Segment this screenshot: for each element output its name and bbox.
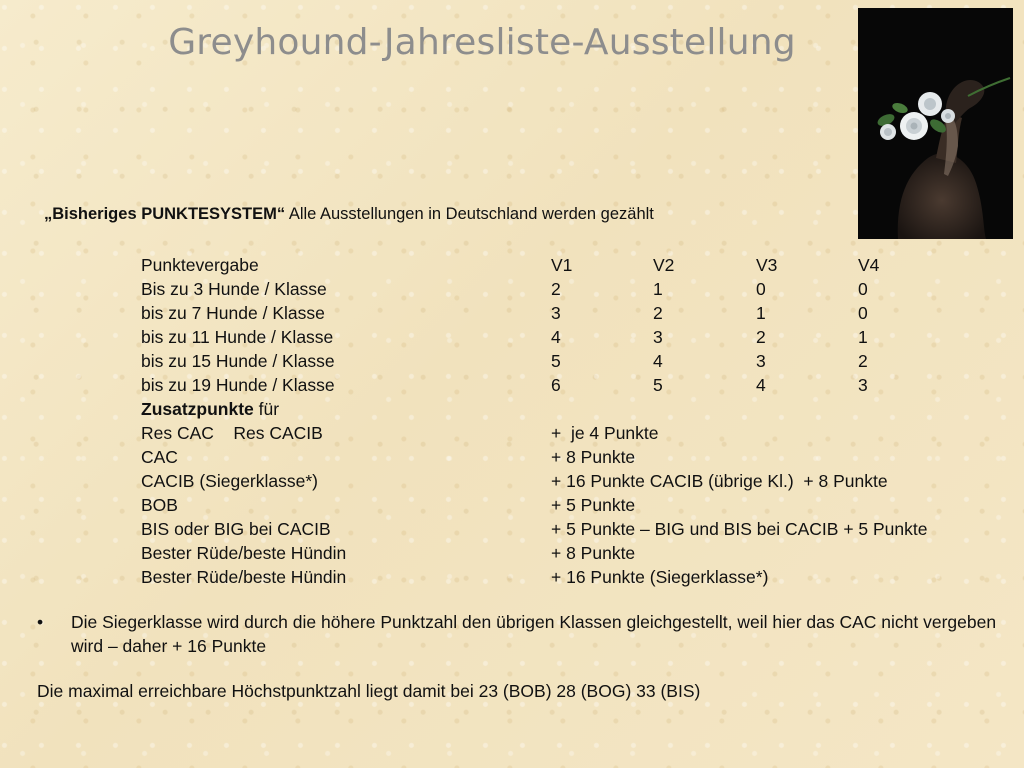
- bonus-label: Bester Rüde/beste Hündin: [141, 567, 347, 587]
- row-v4: 1: [858, 327, 868, 347]
- row-v2: 5: [653, 375, 663, 395]
- row-v3: 2: [756, 327, 766, 347]
- header-v1: V1: [551, 255, 573, 275]
- subtitle-rest: Alle Ausstellungen in Deutschland werden gezählt: [285, 205, 654, 223]
- bonus-desc: + 5 Punkte: [551, 495, 636, 515]
- row-label: Bis zu 3 Hunde / Klasse: [141, 279, 327, 299]
- bonus-heading-text: [141, 397, 279, 421]
- row-v4: 2: [858, 351, 868, 371]
- header-v3: V3: [756, 255, 778, 275]
- row-v2: 4: [653, 351, 663, 371]
- bonus-desc: + je 4 Punkte: [551, 423, 659, 443]
- row-v2: 3: [653, 327, 663, 347]
- header-label: Punktevergabe: [141, 255, 259, 275]
- row-v1: 6: [551, 375, 561, 395]
- bullet-symbol: •: [37, 612, 44, 632]
- row-v4: 0: [858, 279, 868, 299]
- row-v4: 3: [858, 375, 868, 395]
- greyhound-photo: [858, 8, 1013, 239]
- subtitle-bold: „Bisheriges PUNKTESYSTEM“: [44, 205, 286, 223]
- row-label: bis zu 11 Hunde / Klasse: [141, 327, 334, 347]
- row-v3: 4: [756, 375, 766, 395]
- bonus-label: Res CAC Res CACIB: [141, 423, 323, 443]
- row-v1: 4: [551, 327, 561, 347]
- bullet-text: Die Siegerklasse wird durch die höhere Punktzahl den übrigen Klassen gleichgestellt, weil hier das CAC nicht vergeben wird – daher + 16 Punkte: [71, 612, 997, 656]
- row-v1: 5: [551, 351, 561, 371]
- bonus-label: BIS oder BIG bei CACIB: [141, 519, 331, 539]
- bonus-desc: + 8 Punkte: [551, 447, 636, 467]
- bonus-desc: + 8 Punkte: [551, 543, 636, 563]
- greyhound-image: [858, 8, 1013, 239]
- bonus-heading-rest: für: [253, 399, 280, 419]
- page-title: Greyhound-Jahresliste-Ausstellung: [168, 22, 796, 63]
- row-label: bis zu 19 Hunde / Klasse: [141, 375, 335, 395]
- bonus-label: CAC: [141, 447, 178, 467]
- points-system-subtitle: [44, 205, 654, 224]
- row-v3: 3: [756, 351, 766, 371]
- row-v1: 2: [551, 279, 561, 299]
- bonus-label: Bester Rüde/beste Hündin: [141, 543, 347, 563]
- bonus-desc: + 16 Punkte CACIB (übrige Kl.) + 8 Punkte: [551, 471, 888, 491]
- row-v2: 2: [653, 303, 663, 323]
- row-label: bis zu 15 Hunde / Klasse: [141, 351, 335, 371]
- max-points-note: Die maximal erreichbare Höchstpunktzahl liegt damit bei 23 (BOB) 28 (BOG) 33 (BIS): [37, 681, 701, 701]
- bonus-label: CACIB (Siegerklasse*): [141, 471, 318, 491]
- row-v1: 3: [551, 303, 561, 323]
- row-label: bis zu 7 Hunde / Klasse: [141, 303, 325, 323]
- row-v4: 0: [858, 303, 868, 323]
- note-bullet: [37, 610, 997, 658]
- bonus-heading-bold: Zusatzpunkte: [141, 399, 254, 419]
- bonus-desc: + 16 Punkte (Siegerklasse*): [551, 567, 769, 587]
- bonus-label: BOB: [141, 495, 178, 515]
- header-v4: V4: [858, 255, 880, 275]
- bonus-desc: + 5 Punkte – BIG und BIS bei CACIB + 5 Punkte: [551, 519, 928, 539]
- row-v2: 1: [653, 279, 663, 299]
- header-v2: V2: [653, 255, 675, 275]
- row-v3: 1: [756, 303, 766, 323]
- row-v3: 0: [756, 279, 766, 299]
